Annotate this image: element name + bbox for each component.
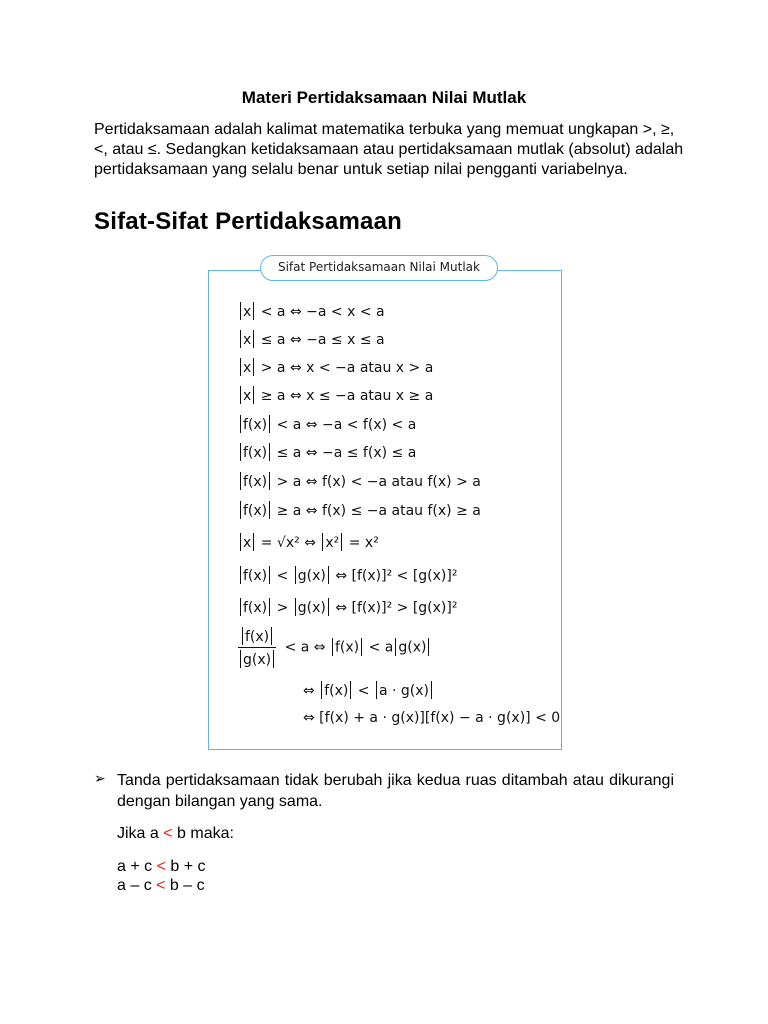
formula-2: x ≤ a ⇔ −a ≤ x ≤ a — [238, 330, 385, 348]
formula-9: x = √x² ⇔ x² = x² — [238, 533, 379, 551]
intro-paragraph: Pertidaksamaan adalah kalimat matematika terbuka yang memuat ungkapan >, ≥, <, atau ≤. Sedangkan ketidaksamaan atau pertidaksamaan mutlak (absolut) adalah pertidaksamaan yang selalu benar untuk setiap nilai pengganti variabelnya. — [94, 121, 684, 178]
example-line-1: Jika a < b maka: — [117, 825, 234, 842]
section-heading: Sifat-Sifat Pertidaksamaan — [94, 208, 402, 235]
formula-7: f(x) > a ⇔ f(x) < −a atau f(x) > a — [238, 472, 481, 490]
formula-14: ⇔ [f(x) + a · g(x)][f(x) − a · g(x)] < 0 — [303, 710, 561, 726]
bullet-text: Tanda pertidaksamaan tidak berubah jika kedua ruas ditambah atau dikurangi dengan bilangan yang sama. — [117, 772, 674, 810]
fraction: $\frac{f(x)}{g(x)}$ — [238, 627, 276, 668]
formula-13: ⇔ f(x) < a · g(x) — [303, 681, 434, 699]
example-line-2: a + c < b + c — [117, 858, 206, 875]
formula-4: x ≥ a ⇔ x ≤ −a atau x ≥ a — [238, 386, 433, 404]
page-title: Materi Pertidaksamaan Nilai Mutlak — [241, 88, 527, 107]
properties-box-title: Sifat Pertidaksamaan Nilai Mutlak — [260, 255, 498, 281]
formula-5: f(x) < a ⇔ −a < f(x) < a — [238, 415, 416, 433]
formula-1: x < a ⇔ −a < x < a — [238, 302, 385, 320]
formula-11: f(x) > g(x) ⇔ [f(x)]² > [g(x)]² — [238, 598, 457, 616]
formula-6: f(x) ≤ a ⇔ −a ≤ f(x) ≤ a — [238, 443, 416, 461]
formula-3: x > a ⇔ x < −a atau x > a — [238, 358, 433, 376]
formula-10: f(x) < g(x) ⇔ [f(x)]² < [g(x)]² — [238, 566, 457, 584]
formula-8: f(x) ≥ a ⇔ f(x) ≤ −a atau f(x) ≥ a — [238, 501, 481, 519]
example-line-3: a – c < b – c — [117, 877, 205, 894]
bullet-arrow-icon: ➢ — [94, 771, 106, 787]
formula-12: $\frac{f(x)}{g(x)}$ < a ⇔ f(x) < a g(x) — [238, 627, 431, 668]
